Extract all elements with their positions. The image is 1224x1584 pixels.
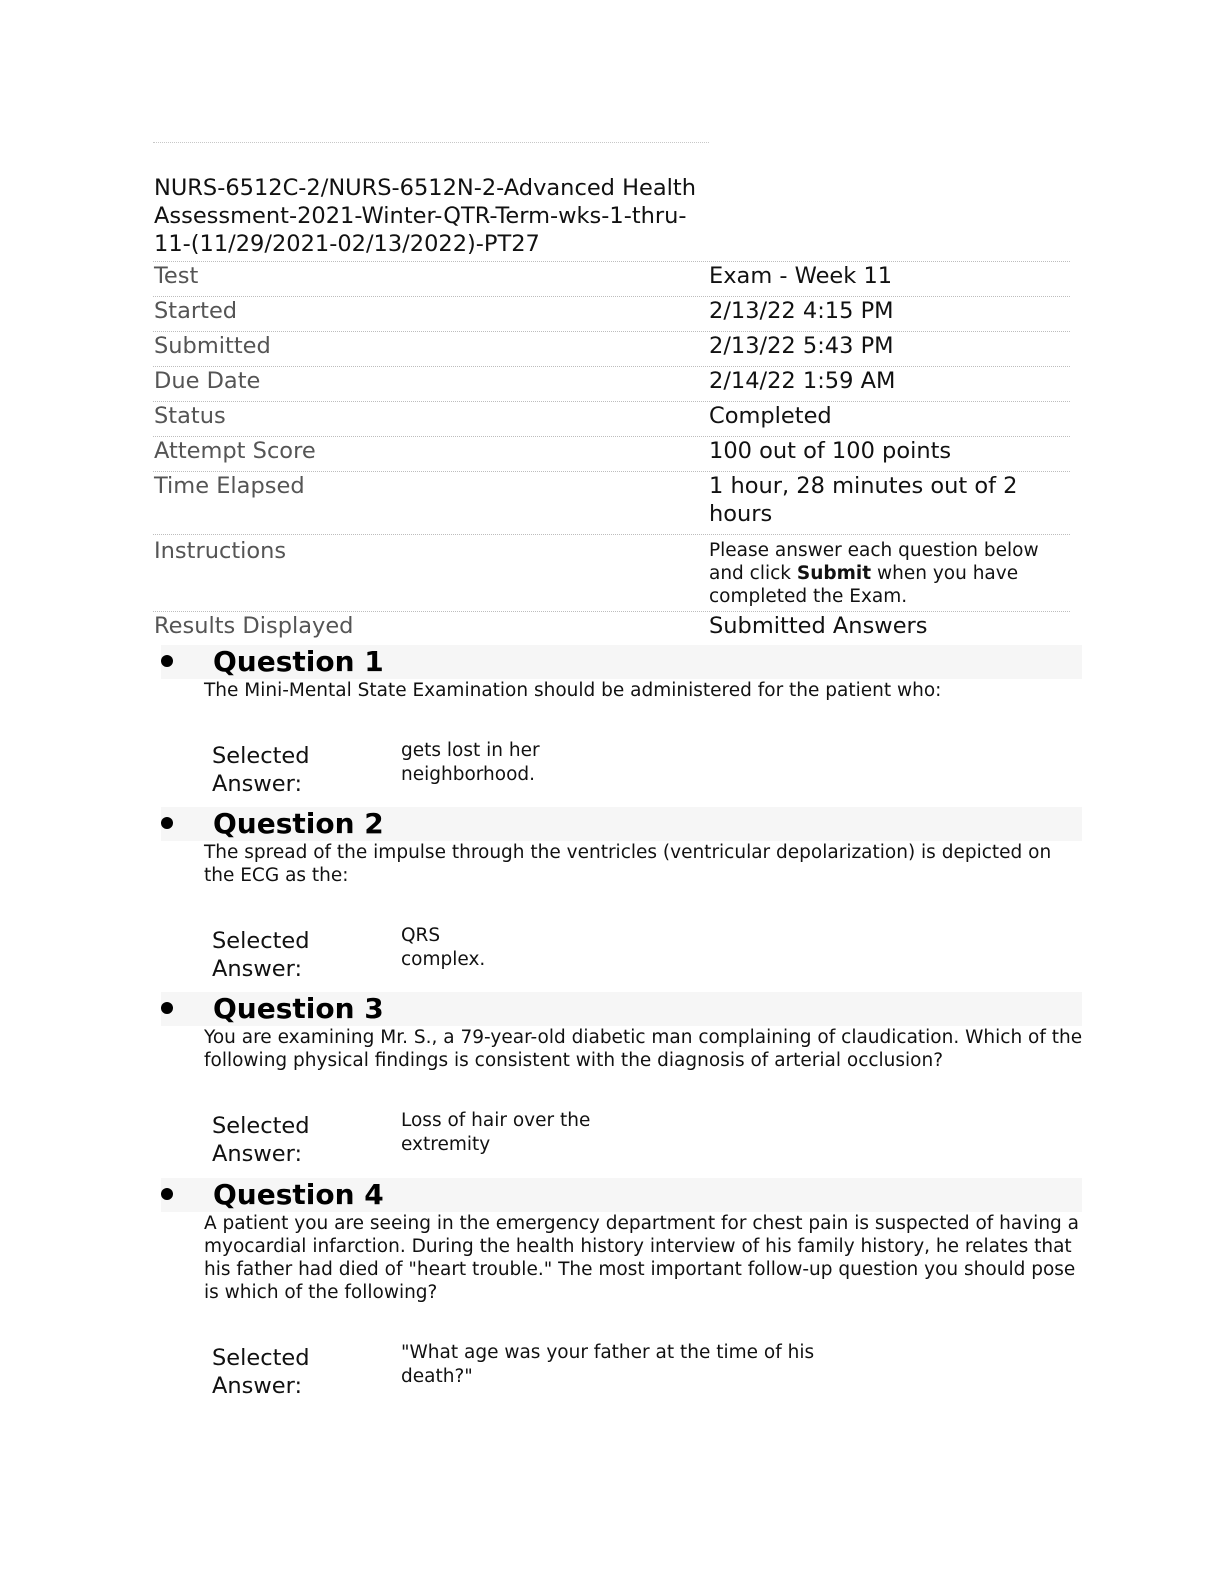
- selected-answer-label: Selected Answer:: [212, 743, 310, 797]
- selected-answer-label: Selected Answer:: [212, 928, 310, 982]
- summary-row-results-displayed: [153, 611, 1070, 646]
- summary-label: Attempt Score: [154, 438, 316, 464]
- question-4: [155, 1178, 1085, 1400]
- selected-answer: [212, 1109, 1085, 1168]
- instructions-text-start: Please answer each question below and click: [709, 540, 1039, 584]
- selected-answer-label: Selected Answer:: [212, 1345, 310, 1399]
- question-text: The spread of the impulse through the ventricles (ventricular depolarization) is depicted on the ECG as the:: [204, 842, 1052, 886]
- question-title: Question 4: [213, 1178, 384, 1211]
- summary-label: Time Elapsed: [154, 473, 305, 499]
- summary-label: Test: [154, 263, 199, 289]
- instructions-text-end: when you have completed the Exam.: [709, 563, 1019, 607]
- question-3: [155, 992, 1085, 1168]
- summary-row-test: [153, 261, 1070, 296]
- instructions-text: [709, 535, 1070, 611]
- summary-row-started: [153, 296, 1070, 331]
- summary-row-instructions: [153, 534, 1070, 611]
- question-text: A patient you are seeing in the emergency department for chest pain is suspected of having a myocardial infarction. During the health history interview of his family history, he relates that his father had died of "heart trouble." The most important follow-up question you should pose is which of the following?: [204, 1213, 1080, 1303]
- selected-answer-value: "What age was your father at the time of his death?": [401, 1342, 815, 1387]
- top-divider: [153, 142, 709, 143]
- instructions-submit-word: Submit: [796, 563, 872, 584]
- summary-label: Due Date: [154, 368, 261, 394]
- question-header: [161, 807, 1082, 841]
- question-title: Question 2: [213, 807, 384, 840]
- question-title: Question 1: [213, 645, 384, 678]
- attempt-summary-table: [153, 261, 1070, 646]
- summary-value: Submitted Answers: [709, 613, 928, 639]
- summary-row-submitted: [153, 331, 1070, 366]
- selected-answer: [212, 739, 1085, 798]
- summary-label: Instructions: [154, 538, 287, 564]
- bullet-icon: [161, 1002, 173, 1014]
- question-2: [155, 807, 1085, 983]
- summary-value: 2/13/22 4:15 PM: [709, 298, 894, 324]
- summary-value: Exam - Week 11: [709, 263, 893, 289]
- summary-value: 100 out of 100 points: [709, 438, 952, 464]
- summary-label: Submitted: [154, 333, 271, 359]
- question-1: [155, 645, 1085, 798]
- question-title: Question 3: [213, 992, 384, 1025]
- selected-answer-value: Loss of hair over the extremity: [401, 1110, 591, 1155]
- summary-label: Results Displayed: [154, 613, 354, 639]
- question-header: [161, 1178, 1082, 1212]
- selected-answer-value: gets lost in her neighborhood.: [401, 740, 540, 785]
- summary-row-status: [153, 401, 1070, 436]
- summary-row-due-date: [153, 366, 1070, 401]
- question-header: [161, 992, 1082, 1026]
- summary-value: 2/13/22 5:43 PM: [709, 333, 894, 359]
- summary-row-time-elapsed: [153, 471, 1070, 534]
- question-text: The Mini-Mental State Examination should be administered for the patient who:: [204, 680, 942, 701]
- summary-row-attempt-score: [153, 436, 1070, 471]
- course-title: NURS-6512C-2/NURS-6512N-2-Advanced Health Assessment-2021-Winter-QTR-Term-wks-1-thru-11-(11/29/2021-02/13/2022)-PT27: [154, 175, 696, 257]
- summary-label: Status: [154, 403, 226, 429]
- selected-answer: [212, 1341, 1085, 1400]
- selected-answer-value: QRS complex.: [401, 925, 486, 970]
- bullet-icon: [161, 655, 173, 667]
- question-header: [161, 645, 1082, 679]
- bullet-icon: [161, 1188, 173, 1200]
- selected-answer-label: Selected Answer:: [212, 1113, 310, 1167]
- bullet-icon: [161, 817, 173, 829]
- selected-answer: [212, 924, 1085, 983]
- summary-value: 1 hour, 28 minutes out of 2 hours: [709, 473, 1018, 527]
- summary-value: 2/14/22 1:59 AM: [709, 368, 896, 394]
- question-text: You are examining Mr. S., a 79-year-old diabetic man complaining of claudication. Which of the following physical findings is consistent with the diagnosis of arterial occlusion?: [204, 1027, 1083, 1071]
- summary-label: Started: [154, 298, 238, 324]
- summary-value: Completed: [709, 403, 832, 429]
